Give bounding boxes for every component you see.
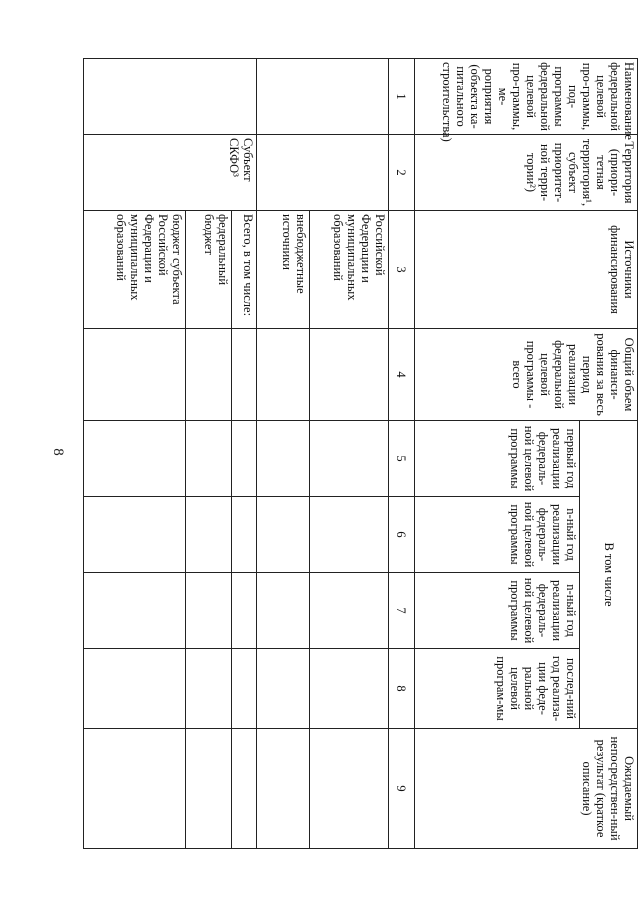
header-name: Наименование федеральной целевой про-граммы, под-программы федеральной целевой про-граммы, ме-роприятия (объекта ка-питального строительства) xyxy=(414,59,637,135)
territory-cell: Субъект СКФО³ xyxy=(84,135,257,211)
header-year-first: первый год реализации федераль-ной целевой программы xyxy=(414,421,580,497)
header-row-1 xyxy=(580,59,638,849)
col-number: 5 xyxy=(389,421,414,497)
col-number: 2 xyxy=(389,135,414,211)
name-cell xyxy=(256,59,389,135)
name-cell xyxy=(84,59,257,135)
source-cell: Российской Федерации и муниципальных образований xyxy=(309,211,389,329)
source-cell: бюджет субъекта Российской Федерации и муниципальных образований xyxy=(84,211,186,329)
rotated-table-container xyxy=(83,58,638,848)
header-year-last: послед-ний год реализа-ции феде-ральной целевой програм-мы xyxy=(414,649,580,729)
col-number: 9 xyxy=(389,729,414,849)
source-cell: Всего, в том числе: xyxy=(232,211,256,329)
col-number: 1 xyxy=(389,59,414,135)
source-cell: федеральный бюджет xyxy=(185,211,231,329)
col-number: 4 xyxy=(389,329,414,421)
territory-cell xyxy=(256,135,389,211)
page-number: 8 xyxy=(50,448,66,456)
header-result: Ожидаемый непосредствен-ный результат (краткое описание) xyxy=(414,729,637,849)
table-row xyxy=(232,59,256,849)
header-year-n1: n-ный год реализации федераль-ной целевой программы xyxy=(414,497,580,573)
header-sources: Источники финансирования xyxy=(414,211,637,329)
financing-table xyxy=(83,58,638,849)
col-number: 8 xyxy=(389,649,414,729)
col-number: 6 xyxy=(389,497,414,573)
table-row xyxy=(309,59,389,849)
header-year-n2: n-ный год реализации федераль-ной целевой программы xyxy=(414,573,580,649)
column-number-row xyxy=(389,59,414,849)
source-cell: внебюджетные источники xyxy=(256,211,309,329)
header-total: Общий объем финанси-рования за весь период реализации федеральной целевой программы - всего xyxy=(414,329,637,421)
header-in-total: В том числе xyxy=(580,421,638,729)
col-number: 7 xyxy=(389,573,414,649)
header-territory: Территория (приори-тетная территория¹, субъект приоритет-ной терри-тории²) xyxy=(414,135,637,211)
col-number: 3 xyxy=(389,211,414,329)
